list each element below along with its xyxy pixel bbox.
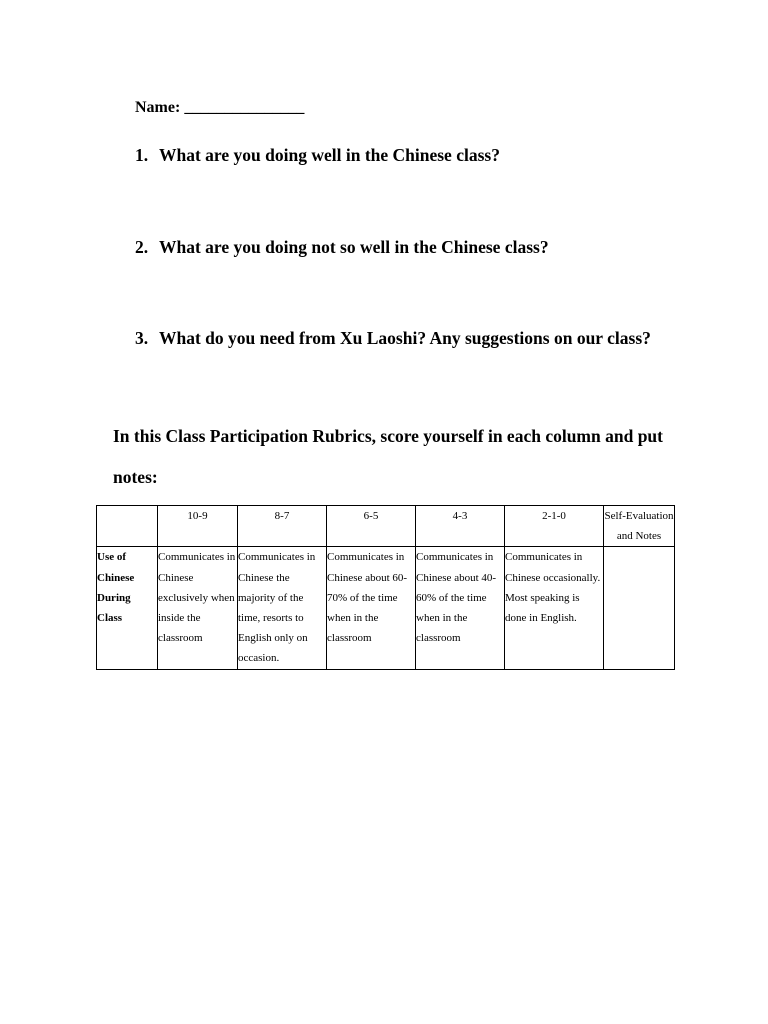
- rubric-row-use-of-chinese: [97, 547, 675, 669]
- header-cell-score-8-7: 8-7: [238, 506, 327, 547]
- header-cell-empty: [97, 506, 158, 547]
- header-cell-score-4-3: 4-3: [416, 506, 505, 547]
- descriptor-cell-8-7: Communicates in Chinese the majority of the time, resorts to English only on occasion.: [238, 547, 327, 669]
- header-cell-score-10-9: 10-9: [158, 506, 238, 547]
- question-1: [135, 145, 500, 166]
- header-cell-score-6-5: 6-5: [327, 506, 416, 547]
- self-evaluation-input-cell[interactable]: [604, 547, 675, 669]
- participation-rubric-table: [96, 505, 675, 670]
- question-number: 3.: [135, 328, 149, 348]
- question-text: What are you doing well in the Chinese class?: [159, 145, 500, 165]
- rubric-instructions: In this Class Participation Rubrics, score yourself in each column and put notes:: [113, 426, 663, 487]
- question-number: 2.: [135, 237, 149, 257]
- descriptor-cell-2-1-0: Communicates in Chinese occasionally. Most speaking is done in English.: [505, 547, 604, 669]
- rubric-header-row: [97, 506, 675, 547]
- descriptor-cell-4-3: Communicates in Chinese about 40-60% of the time when in the classroom: [416, 547, 505, 669]
- question-2: [135, 237, 549, 258]
- question-text: What are you doing not so well in the Chinese class?: [159, 237, 549, 257]
- descriptor-cell-6-5: Communicates in Chinese about 60-70% of the time when in the classroom: [327, 547, 416, 669]
- question-text: What do you need from Xu Laoshi? Any suggestions on our class?: [159, 328, 651, 348]
- header-cell-self-evaluation: Self-Evaluation and Notes: [604, 506, 675, 547]
- question-3: [135, 328, 651, 349]
- name-field-label: Name: _______________: [135, 99, 305, 116]
- criterion-cell: Use of Chinese During Class: [97, 547, 158, 669]
- header-cell-score-2-1-0: 2-1-0: [505, 506, 604, 547]
- question-number: 1.: [135, 145, 149, 165]
- descriptor-cell-10-9: Communicates in Chinese exclusively when inside the classroom: [158, 547, 238, 669]
